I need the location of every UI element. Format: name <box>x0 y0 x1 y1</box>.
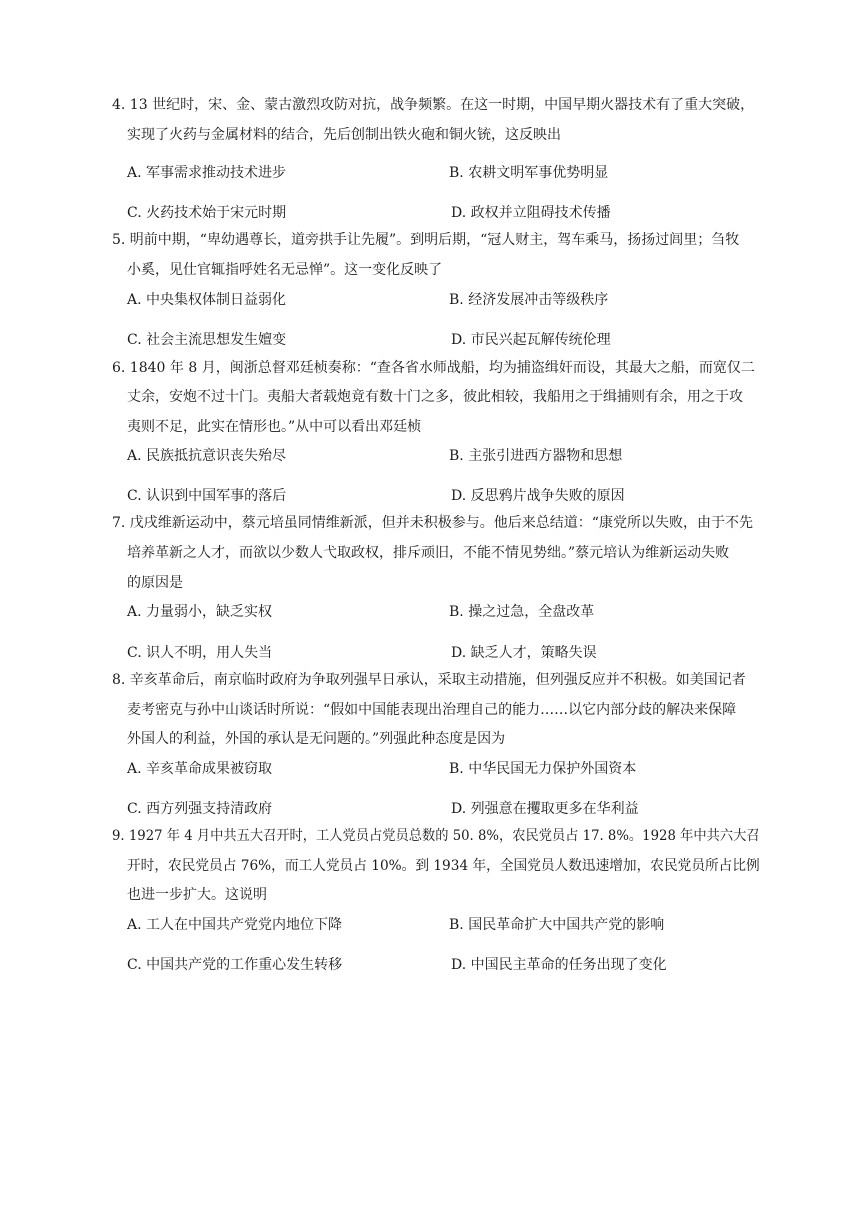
option-d: D. 列强意在攫取更多在华利益 <box>451 801 639 817</box>
question-stem-line: 开时，农民党员占 76%，而工人党员占 10%。到 1934 年，全国党员人数迅速增加，农民党员所占比例 <box>127 858 760 874</box>
option-a: A. 辛亥革命成果被窃取 <box>127 761 273 777</box>
question-stem-line: 的原因是 <box>127 575 183 591</box>
option-c: C. 中国共产党的工作重心发生转移 <box>127 957 343 973</box>
option-b: B. 中华民国无力保护外国资本 <box>449 761 637 777</box>
question-stem-line: 实现了火药与金属材料的结合，先后创制出铁火砲和铜火铳，这反映出 <box>127 127 561 143</box>
question-stem-line: 5. 明前中期，“卑幼遇尊长，道旁拱手让先履”。到明后期，“冠人财主，驾车乘马，扬扬过闾里；刍牧 <box>112 232 740 248</box>
option-c: C. 火药技术始于宋元时期 <box>127 205 287 221</box>
question-stem-line: 6. 1840 年 8 月，闽浙总督邓廷桢奏称：“查各省水师战船，均为捕盗缉奸而设，其最大之船，而宽仅二 <box>112 360 755 376</box>
option-b: B. 主张引进西方器物和思想 <box>449 448 623 464</box>
question-stem-line: 夷则不足，此实在情形也。”从中可以看出邓廷桢 <box>127 419 422 435</box>
option-b: B. 经济发展冲击等级秩序 <box>449 292 609 308</box>
option-d: D. 缺乏人才，策略失误 <box>451 645 597 661</box>
option-c: C. 西方列强支持清政府 <box>127 801 273 817</box>
option-a: A. 民族抵抗意识丧失殆尽 <box>127 448 287 464</box>
question-stem-line: 丈余，安炮不过十门。夷船大者载炮竟有数十门之多，彼此相较，我船用之于缉捕则有余，用之于攻 <box>127 389 743 405</box>
option-a: A. 中央集权体制日益弱化 <box>127 292 287 308</box>
option-c: C. 社会主流思想发生嬗变 <box>127 332 287 348</box>
option-a: A. 工人在中国共产党党内地位下降 <box>127 917 343 933</box>
option-a: A. 军事需求推动技术进步 <box>127 165 287 181</box>
option-c: C. 识人不明，用人失当 <box>127 645 273 661</box>
question-stem-line: 也进一步扩大。这说明 <box>127 887 267 903</box>
question-stem-line: 小奚，见仕官辄指呼姓名无忌惮”。这一变化反映了 <box>127 262 443 278</box>
question-stem-line: 8. 辛亥革命后，南京临时政府为争取列强早日承认，采取主动措施，但列强反应并不积极。如美国记者 <box>112 672 746 688</box>
option-b: B. 操之过急，全盘改革 <box>449 604 595 620</box>
question-stem-line: 9. 1927 年 4 月中共五大召开时，工人党员占党员总数的 50. 8%，农民党员占 17. 8%。1928 年中共六大召 <box>112 828 760 844</box>
question-stem-line: 4. 13 世纪时，宋、金、蒙古激烈攻防对抗，战争频繁。在这一时期，中国早期火器技术有了重大突破， <box>112 97 755 113</box>
option-c: C. 认识到中国军事的落后 <box>127 488 287 504</box>
option-a: A. 力量弱小，缺乏实权 <box>127 604 273 620</box>
option-d: D. 中国民主革命的任务出现了变化 <box>451 957 667 973</box>
option-d: D. 政权并立阻碍技术传播 <box>451 205 611 221</box>
option-d: D. 市民兴起瓦解传统伦理 <box>451 332 611 348</box>
question-stem-line: 麦考密克与孙中山谈话时所说：“假如中国能表现出治理自己的能力……以它内部分歧的解决来保障 <box>127 702 737 718</box>
question-stem-line: 7. 戊戌维新运动中，蔡元培虽同情维新派，但并未积极参与。他后来总结道：“康党所以失败，由于不先 <box>112 515 753 531</box>
option-b: B. 国民革命扩大中国共产党的影响 <box>449 917 665 933</box>
option-d: D. 反思鸦片战争失败的原因 <box>451 488 625 504</box>
question-stem-line: 外国人的利益，外国的承认是无问题的。”列强此种态度是因为 <box>127 731 506 747</box>
question-stem-line: 培养革新之人才，而欲以少数人弋取政权，排斥顽旧，不能不情见势绌。”蔡元培认为维新运动失败 <box>127 545 730 561</box>
option-b: B. 农耕文明军事优势明显 <box>449 165 609 181</box>
